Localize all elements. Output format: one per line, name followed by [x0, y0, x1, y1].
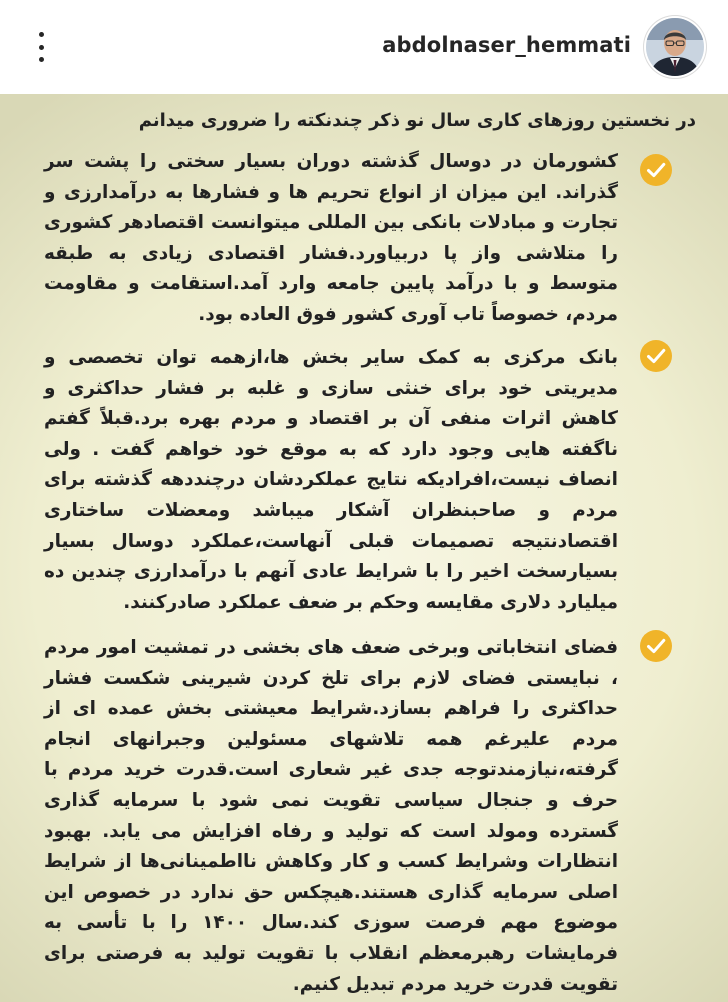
paragraph-3: فضای انتخاباتی وبرخی ضعف های بخشی در تمشیت امور مردم ، نبایستی فضای لازم برای تلخ کردن شیرینی شکست فشار حداکثری را فراهم بسازد.شرایط معیشتی بخش عمده ای از مردم علیرغم همه تلاشهای مسئولین وجبرانهای انجام گرفته،نیازمندتوجه جدی غیر شعاری است.قدرت خرید مردم با حرف و جنجال سیاسی تقویت نمی شود با سرمایه گذاری گسترده ومولد است که تولید و رفاه افزایش می یابد. بهبود انتظارات وشرایط کسب و کار وکاهش نااطمینانی‌ها از شرایط اصلی سرمایه گذاری هستند.هیچکس حق ندارد در خصوص این موضوع مهم فرصت سوزی کند.سال ۱۴۰۰ را با تأسی به فرمایشات رهبرمعظم انقلاب با تقویت تولید به فرصتی برای تقویت قدرت خرید مردم تبدیل کنیم. [44, 637, 619, 995]
post-image[interactable] [0, 94, 728, 1002]
post-header [0, 0, 728, 94]
menu-dot [39, 32, 44, 37]
paragraph-1: کشورمان در دوسال گذشته دوران بسیار سختی را پشت سر گذراند. این میزان از انواع تحریم ها و فشارها به درآمدارزی و تجارت و مبادلات بانکی بین المللی میتوانست اقتصادهر کشوری را متلاشی واز پا دربیاورد.فشار اقتصادی زیادی به طبقه متوسط و با درآمد پایین جامعه وارد آمد.استقامت و مقاومت مردم، خصوصاً تاب آوری کشور فوق العاده بود. [44, 151, 618, 325]
paragraph-2: بانک مرکزی به کمک سایر بخش ها،ازهمه توان تخصصی و مدیریتی خود برای خنثی سازی و غلبه بر فشار حداکثری و کاهش اثرات منفی آن بر اقتصاد و مردم بهره برد.قبلاً گفتم ناگفته هایی وجود دارد که به موقع خود خواهم گفت . ولی انصاف نیست،افرادیکه نتایج عملکردشان درچنددهه گذشته برای مردم و صاحبنظران آشکار میباشد ومعضلات ساختاری اقتصادنتیجه تصمیمات قبلی آنهاست،عملکرد دوسال بسیار بسیارسخت اخیر را با شرایط عادی آنهم با درآمدارزی چندین ده میلیارد دلاری مقایسه وحکم بر ضعف عملکرد صادرکنند. [44, 347, 618, 613]
check-circle-icon [638, 628, 674, 664]
post-heading: در نخستین روزهای کاری سال نو ذکر چندنکته را ضروری میدانم [138, 110, 696, 131]
check-circle-icon [638, 338, 674, 374]
menu-dot [39, 57, 44, 62]
more-vertical-icon[interactable] [36, 32, 46, 62]
menu-dot [39, 45, 44, 50]
profile-avatar[interactable] [646, 18, 704, 76]
check-circle-icon [638, 152, 674, 188]
username-link[interactable]: abdolnaser_hemmati [382, 33, 631, 57]
avatar-image [646, 18, 704, 76]
